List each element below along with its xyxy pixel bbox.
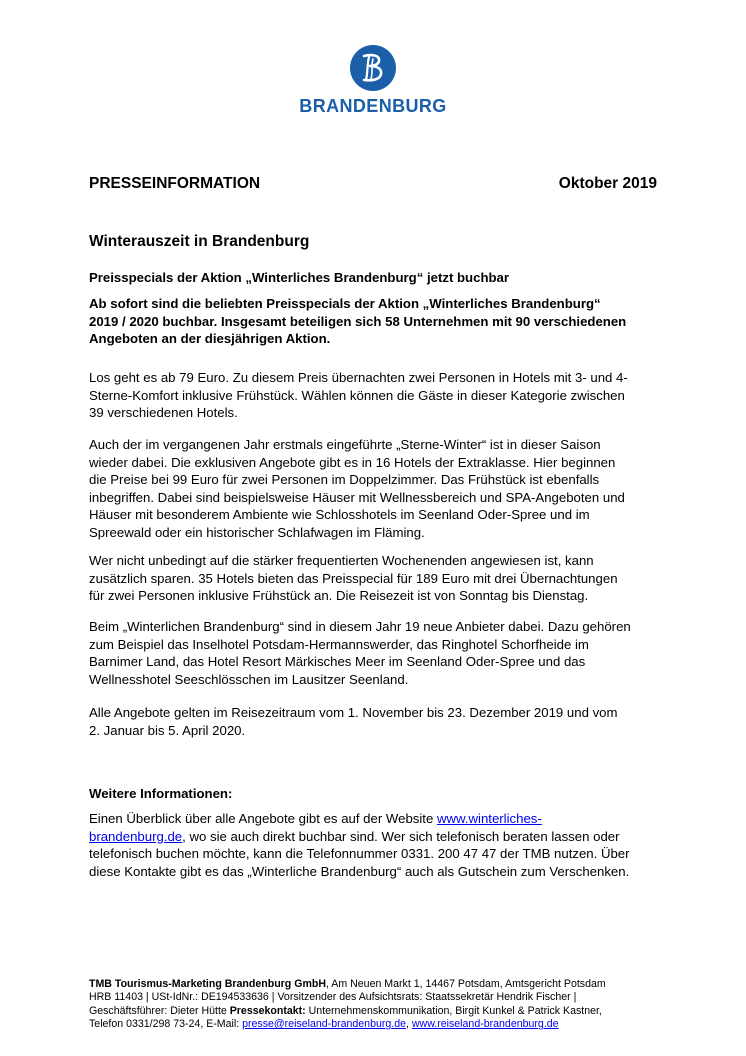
page-title: Winterauszeit in Brandenburg	[89, 233, 310, 250]
doc-type-label: PRESSEINFORMATION	[89, 175, 261, 192]
footer-imprint: TMB Tourismus-Marketing Brandenburg GmbH, Am Neuen Markt 1, 14467 Potsdam, Amtsgericht Potsdam HRB 11403 | USt-IdNr.: DE194533636 | Vorsitzender des Aufsichtsrats: Staatssekretär Hendrik Fischer | Geschäftsführer: Dieter Hütte Pressekontakt: Unternehmenskommunikation, Birgit Kunkel & Patrick Kastner, Telefon 0331/298 73-24, E-Mail: presse@reiseland-brandenburg.de, www.reiseland-brandenburg.de	[89, 978, 606, 1031]
paragraph-sterne-winter: Auch der im vergangenen Jahr erstmals eingeführte „Sterne-Winter“ ist in dieser Saison wieder dabei. Die exklusiven Angebote gibt es in 16 Hotels der Extraklasse. Hier beginnen die Preise bei 99 Euro für zwei Personen im Doppelzimmer. Das Frühstück ist ebenfalls inbegriffen. Dabei sind beispielsweise Häuser mit Wellnessbereich und SPA-Angeboten und Häuser mit besonderem Ambiente wie Schlosshotels im Seenland Oder-Spree und im Spreewald oder ein historischer Schlafwagen im Fläming.	[89, 437, 625, 540]
paragraph-weekday-special: Wer nicht unbedingt auf die stärker frequentierten Wochenenden angewiesen ist, kann zusätzlich sparen. 35 Hotels bieten das Preisspecial für 189 Euro mit drei Übernachtungen für zwei Personen inklusive Frühstück an. Die Reisezeit ist von Sonntag bis Dienstag.	[89, 553, 618, 603]
paragraph-prices: Los geht es ab 79 Euro. Zu diesem Preis übernachten zwei Personen in Hotels mit 3- und 4- Sterne-Komfort inklusive Frühstück. Wählen können die Gäste in dieser Kategorie zwischen 39 verschiedenen Hotels.	[89, 370, 628, 420]
footer-email-link[interactable]: presse@reiseland-brandenburg.de	[242, 1018, 407, 1031]
document-header	[89, 175, 657, 193]
paragraph-travel-period: Alle Angebote gelten im Reisezeitraum vom 1. November bis 23. Dezember 2019 und vom 2. Januar bis 5. April 2020.	[89, 705, 618, 738]
logo-wordmark: BRANDENBURG	[299, 96, 447, 116]
website-link-part1[interactable]: www.winterliches-	[436, 811, 542, 826]
lead-paragraph: Ab sofort sind die beliebten Preisspecials der Aktion „Winterliches Brandenburg“ 2019 / 2020 buchbar. Insgesamt beteiligen sich 58 Unternehmen mit 90 verschiedenen Angeboten an der diesjährigen Aktion.	[89, 296, 627, 346]
brandenburg-logo	[0, 44, 746, 117]
footer-company: TMB Tourismus-Marketing Brandenburg GmbH	[89, 978, 326, 990]
page-subtitle: Preisspecials der Aktion „Winterliches Brandenburg“ jetzt buchbar	[89, 270, 510, 285]
paragraph-new-providers: Beim „Winterlichen Brandenburg“ sind in diesem Jahr 19 neue Anbieter dabei. Dazu gehören zum Beispiel das Inselhotel Potsdam-Hermannswerder, das Ringhotel Schorfheide im Barnimer Land, das Hotel Resort Märkisches Meer im Seenland Oder-Spree und das Wellnesshotel Seeschlösschen im Lausitzer Seenland.	[89, 619, 631, 687]
more-info-paragraph: Einen Überblick über alle Angebote gibt es auf der Website www.winterliches- brandenburg.de, wo sie auch direkt buchbar sind. Wer sich telefonisch beraten lassen oder telefonisch buchen möchte, kann die Telefonnummer 0331. 200 47 47 der TMB nutzen. Über diese Kontakte gibt es das „Winterliche Brandenburg“ auch als Gutschein zum Verschenken.	[89, 811, 630, 879]
more-info-heading: Weitere Informationen:	[89, 786, 233, 801]
website-link-part2[interactable]: brandenburg.de	[89, 828, 183, 844]
footer-web-link[interactable]: www.reiseland-brandenburg.de	[411, 1018, 559, 1031]
brandenburg-emblem-icon	[349, 44, 397, 92]
doc-date: Oktober 2019	[558, 175, 657, 192]
